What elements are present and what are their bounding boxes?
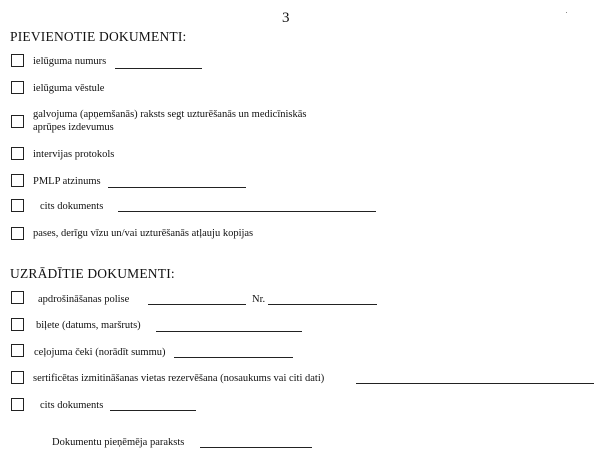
invitation-number-label: ielūguma numurs [33,56,107,67]
pmlp-opinion-field[interactable] [108,187,246,188]
interview-protocol-checkbox[interactable] [11,147,24,160]
accommodation-booking-label: sertificētas izmitināšanas vietas rezervēšana (nosaukums vai citi dati) [33,373,325,384]
presented-documents-heading: UZRĀDĪTIE DOKUMENTI: [10,266,175,281]
pmlp-opinion-label: PMLP atzinums [33,176,101,187]
receiver-signature-field[interactable] [200,447,312,448]
insurance-policy-number-field[interactable] [268,304,377,305]
passport-copies-label: pases, derīgu vīzu un/vai uzturēšanās atļauju kopijas [33,228,254,239]
attached-documents-heading: PIEVIENOTIE DOKUMENTI: [10,29,187,44]
travel-cheques-field[interactable] [174,357,293,358]
travel-cheques-label: ceļojuma čeki (norādīt summu) [34,347,166,358]
travel-cheques-checkbox[interactable] [11,344,24,357]
invitation-number-field[interactable] [115,68,202,69]
guarantee-letter-label-line1: galvojuma (apņemšanās) raksts segt uzturēšanās un medicīniskās [33,109,307,120]
presented-other-document-label: cits dokuments [40,400,104,411]
interview-protocol-label: intervijas protokols [33,149,115,160]
ticket-checkbox[interactable] [11,318,24,331]
accommodation-booking-checkbox[interactable] [11,371,24,384]
presented-other-document-checkbox[interactable] [11,398,24,411]
scan-speck [566,12,567,13]
other-document-label: cits dokuments [40,201,104,212]
page-number: 3 [282,10,290,26]
ticket-field[interactable] [156,331,302,332]
invitation-letter-checkbox[interactable] [11,81,24,94]
insurance-policy-number-label: Nr. [252,294,266,305]
passport-copies-checkbox[interactable] [11,227,24,240]
guarantee-letter-label-line2: aprūpes izdevumus [33,122,114,133]
accommodation-booking-field[interactable] [356,383,594,384]
other-document-field[interactable] [118,211,376,212]
ticket-label: biļete (datums, maršruts) [36,320,141,331]
pmlp-opinion-checkbox[interactable] [11,174,24,187]
other-document-checkbox[interactable] [11,199,24,212]
receiver-signature-label: Dokumentu pieņēmēja paraksts [52,437,185,448]
insurance-policy-label: apdrošināšanas polise [38,294,130,305]
insurance-policy-checkbox[interactable] [11,291,24,304]
guarantee-letter-checkbox[interactable] [11,115,24,128]
invitation-number-checkbox[interactable] [11,54,24,67]
invitation-letter-label: ielūguma vēstule [33,83,105,94]
insurance-policy-field[interactable] [148,304,246,305]
presented-other-document-field[interactable] [110,410,196,411]
